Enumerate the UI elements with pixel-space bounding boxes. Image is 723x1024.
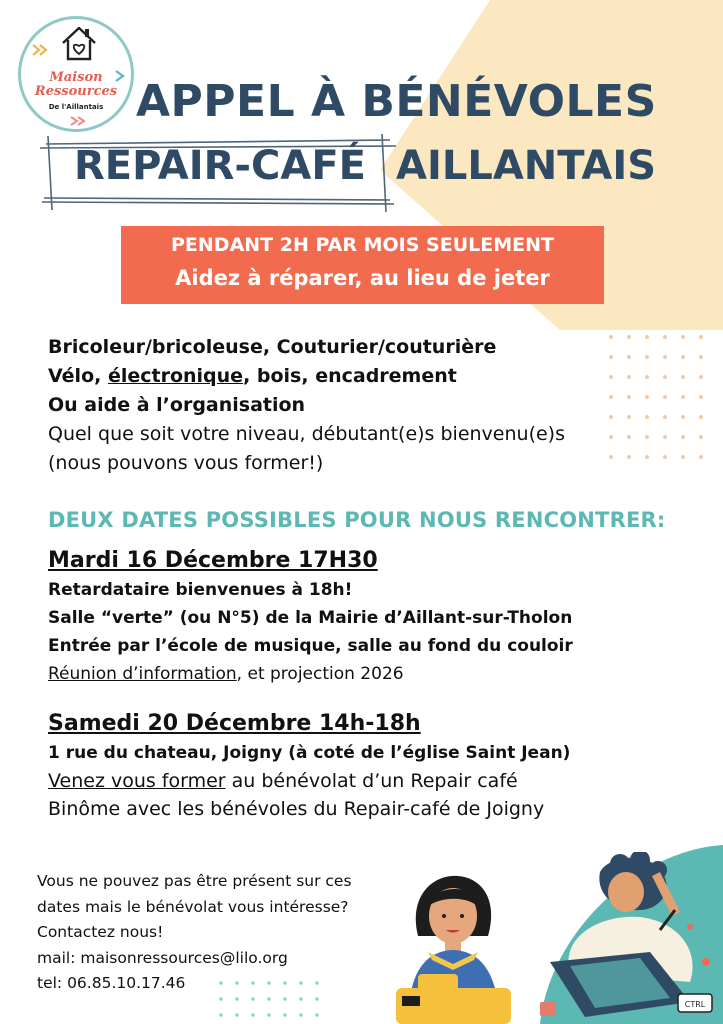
skills-line3: Ou aide à l’organisation xyxy=(48,394,306,416)
skills-line2-a: Vélo, xyxy=(48,365,108,387)
dates-heading: DEUX DATES POSSIBLES POUR NOUS RENCONTRER: xyxy=(48,508,666,532)
contact-tel: tel: 06.85.10.17.46 xyxy=(37,974,186,992)
event-2-line1: 1 rue du chateau, Joigny (à coté de l’église Saint Jean) xyxy=(48,743,571,763)
contact-section xyxy=(37,869,352,997)
skills-line2-b: , bois, encadrement xyxy=(243,365,457,387)
event-1-line3: Entrée par l’école de musique, salle au fond du couloir xyxy=(48,636,573,656)
contact-line1: Vous ne pouvez pas être présent sur ces xyxy=(37,872,352,890)
highlight-banner xyxy=(121,226,604,304)
event-2-line2 xyxy=(48,767,570,795)
event-1-reunion: Réunion d’information xyxy=(48,664,237,684)
contact-line2: dates mais le bénévolat vous intéresse? xyxy=(37,897,349,916)
event-2-venez: Venez vous former xyxy=(48,770,226,792)
event-1 xyxy=(48,546,573,688)
event-2-line3: Binôme avec les bénévoles du Repair-café de Joigny xyxy=(48,798,545,820)
subtitle-repair-cafe: REPAIR-CAFÉ xyxy=(74,143,366,189)
skills-line5: (nous pouvons vous former!) xyxy=(48,452,324,474)
event-2-line2-rest: au bénévolat d’un Repair café xyxy=(225,770,518,792)
logo-subtitle: De l'Aillantais xyxy=(48,103,104,111)
contact-mail: mail: maisonressources@lilo.org xyxy=(37,948,288,967)
event-1-title: Mardi 16 Décembre 17H30 xyxy=(48,548,378,573)
contact-line3: Contactez nous! xyxy=(37,923,164,941)
ctrl-key-label: CTRL xyxy=(684,1000,706,1009)
skills-line4: Quel que soit votre niveau, débutant(e)s bienvenu(e)s xyxy=(48,423,565,445)
banner-line1: PENDANT 2H PAR MOIS SEULEMENT xyxy=(171,234,554,256)
chevron-arrows-pink-icon xyxy=(69,115,89,127)
event-1-line4-rest: , et projection 2026 xyxy=(236,664,404,684)
event-2-title: Samedi 20 Décembre 14h-18h xyxy=(48,711,421,736)
chevron-arrows-icon xyxy=(31,43,51,57)
sewing-woman-illustration xyxy=(388,866,528,1024)
skills-line1: Bricoleur/bricoleuse, Couturier/couturière xyxy=(48,336,497,358)
logo-name xyxy=(21,71,131,99)
skills-section xyxy=(48,333,565,478)
logo-name-line1: Maison xyxy=(49,70,103,85)
maison-ressources-logo xyxy=(18,16,134,132)
banner-line2: Aidez à réparer, au lieu de jeter xyxy=(175,266,550,290)
event-1-line4 xyxy=(48,660,573,688)
event-1-line1: Retardataire bienvenues à 18h! xyxy=(48,580,353,600)
event-1-line2: Salle “verte” (ou N°5) de la Mairie d’Aillant-sur-Tholon xyxy=(48,608,573,628)
logo-name-line2: Ressources xyxy=(34,84,118,99)
house-heart-icon xyxy=(59,23,99,63)
dot-pattern-right xyxy=(606,332,716,472)
event-2 xyxy=(48,709,570,823)
skills-electronique: électronique xyxy=(107,365,244,387)
subtitle-aillantais: AILLANTAIS xyxy=(396,143,657,189)
repair-man-illustration xyxy=(540,852,723,1024)
main-title: APPEL À BÉNÉVOLES xyxy=(136,76,657,127)
skills-line2 xyxy=(48,362,565,391)
